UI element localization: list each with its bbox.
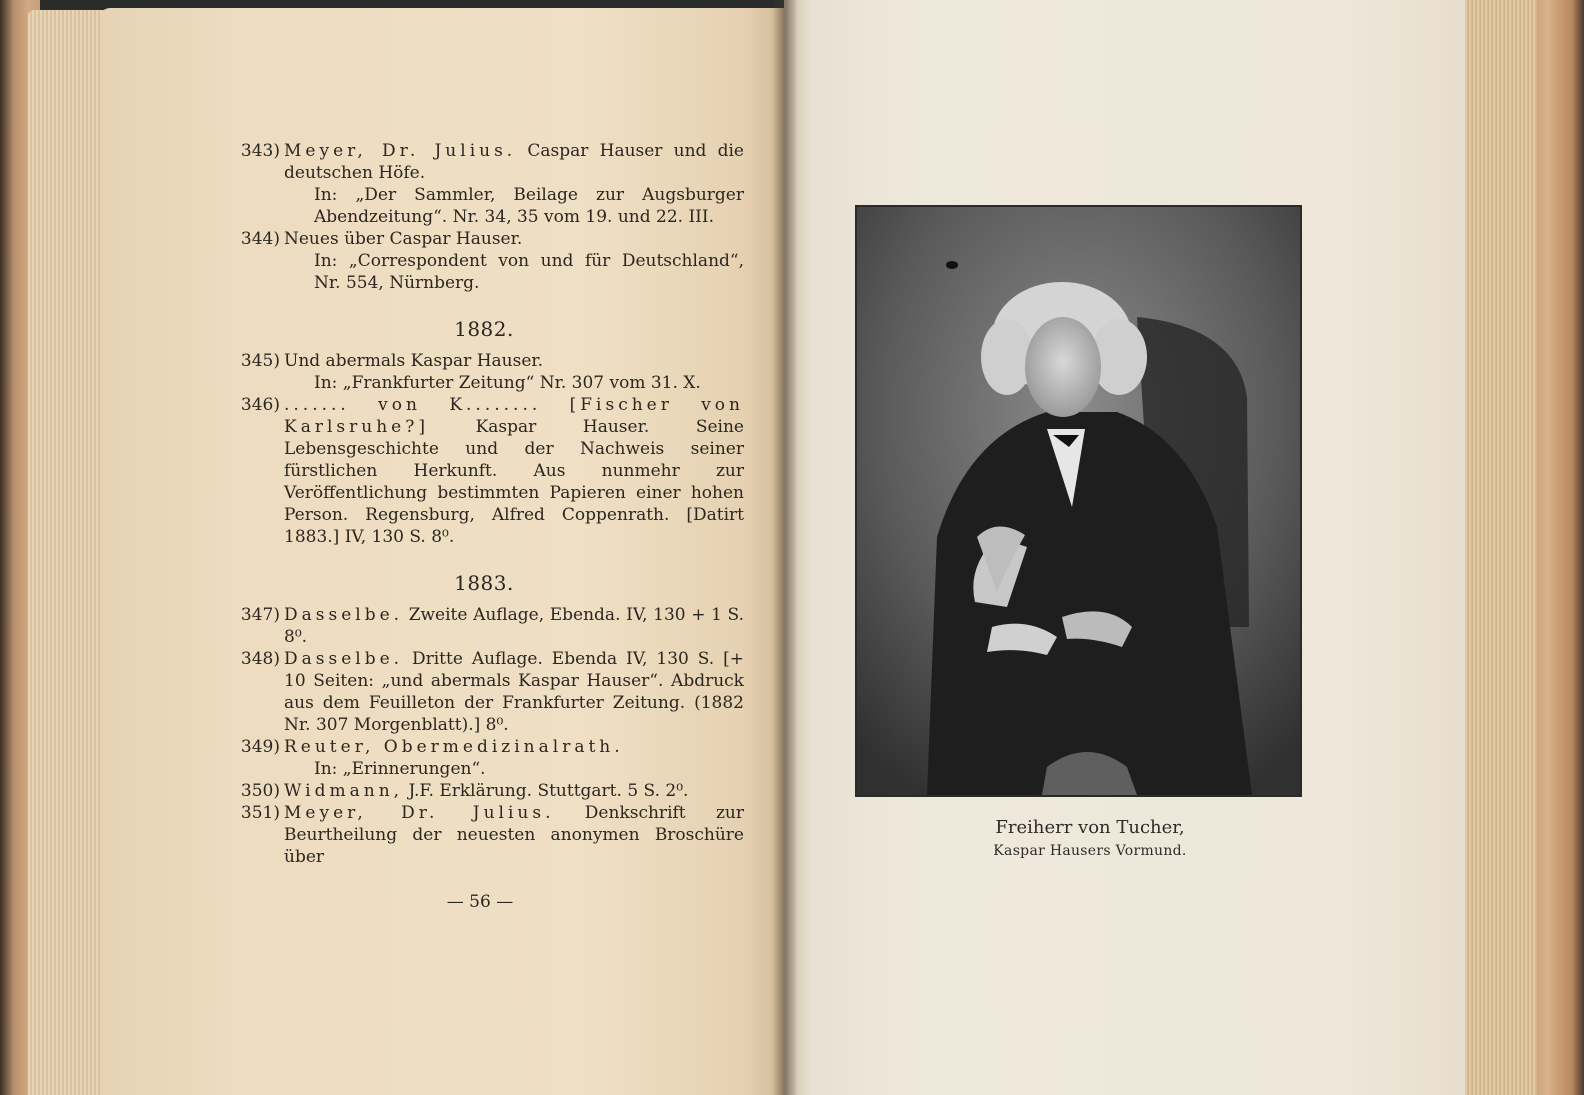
entry-body [284, 780, 744, 802]
entry-source: In: „Erinnerungen“. [314, 759, 486, 779]
page-stack-left [28, 10, 110, 1095]
entry-body [284, 350, 744, 372]
bibliography-entry [224, 140, 744, 228]
portrait-plate [855, 205, 1302, 797]
bibliography-entry [224, 802, 744, 868]
entry-title: Dritte Auflage. Ebenda IV, 130 S. [+ 10 Seiten: „und abermals Kaspar Hauser“. Abdruck aus dem Feuilleton der Frankfurter Zeitung. (1882 Nr. 307 Morgenblatt).] 8⁰. [284, 649, 744, 735]
entry-body [284, 802, 744, 868]
entries-group-2 [224, 350, 744, 548]
entry-author: Meyer, Dr. Julius. [284, 803, 555, 823]
entry-source: In: „Correspondent von und für Deutschland“, Nr. 554, Nürnberg. [314, 251, 744, 293]
bibliography-entry [224, 228, 744, 294]
entry-title: Und abermals Kaspar Hauser. [284, 351, 544, 371]
entry-body [284, 604, 744, 648]
bibliography-text [224, 140, 744, 868]
entry-title: Zweite Auflage, Ebenda. IV, 130 + 1 S. 8⁰. [284, 605, 744, 647]
entry-title: J.F. Erklärung. Stuttgart. 5 S. 2⁰. [403, 781, 689, 801]
entry-title: Caspar Hauser und die deutschen Höfe. [284, 141, 744, 183]
entry-body [284, 140, 744, 184]
entry-author: ....... von K........ [Fischer von Karlsruhe?] [284, 395, 744, 437]
caption-title: Freiherr von Tucher, [995, 817, 1185, 838]
bibliography-entry [224, 394, 744, 548]
entry-number: 343) [240, 141, 280, 161]
entry-number: 347) [240, 605, 280, 625]
entry-number: 350) [240, 781, 280, 801]
year-heading-1883: 1883. [454, 571, 514, 595]
entry-number: 351) [240, 803, 280, 823]
entry-number: 345) [240, 351, 280, 371]
entry-body [284, 736, 744, 758]
entry-author: Meyer, Dr. Julius. [284, 141, 517, 161]
entry-author: Widmann, [284, 781, 404, 801]
entry-number: 344) [240, 229, 280, 249]
bibliography-entry [224, 604, 744, 648]
portrait-image [857, 207, 1300, 795]
entry-source: In: „Der Sammler, Beilage zur Augsburger Abendzeitung“. Nr. 34, 35 vom 19. und 22. III. [314, 185, 744, 227]
entries-group-3 [224, 604, 744, 868]
entry-body [284, 228, 744, 250]
entry-source: In: „Frankfurter Zeitung“ Nr. 307 vom 31. X. [314, 373, 701, 393]
bibliography-entry [224, 648, 744, 736]
entry-number: 349) [240, 737, 280, 757]
year-heading-1882: 1882. [454, 317, 514, 341]
book-gutter [772, 0, 798, 1095]
bibliography-entry [224, 780, 744, 802]
caption-subtitle: Kaspar Hausers Vormund. [993, 843, 1187, 859]
entry-author: Dasselbe. [284, 649, 404, 669]
entry-author: Reuter, Obermedizinalrath. [284, 737, 624, 757]
entry-title: Neues über Caspar Hauser. [284, 229, 523, 249]
entry-number: 346) [240, 395, 280, 415]
entry-author: Dasselbe. [284, 605, 404, 625]
entry-body [284, 394, 744, 548]
bibliography-entry [224, 736, 744, 780]
entry-title: Denkschrift zur Beurtheilung der neuesten anonymen Broschüre über [284, 803, 744, 867]
entry-body [284, 648, 744, 736]
portrait-caption [900, 816, 1280, 862]
page-number: — 56 — [446, 892, 514, 912]
bibliography-entry [224, 350, 744, 394]
entry-number: 348) [240, 649, 280, 669]
entry-title: Kaspar Hauser. Seine Lebensgeschichte und der Nachweis seiner fürstlichen Herkunft. Aus nunmehr zur Veröffentlichung bestimmten Papieren einer hohen Person. Regensburg, Alfred Coppenrath. [Datirt 1883.] IV, 130 S. 8⁰. [284, 417, 744, 547]
entries-group-1 [224, 140, 744, 294]
page-stack-right [1465, 0, 1537, 1095]
